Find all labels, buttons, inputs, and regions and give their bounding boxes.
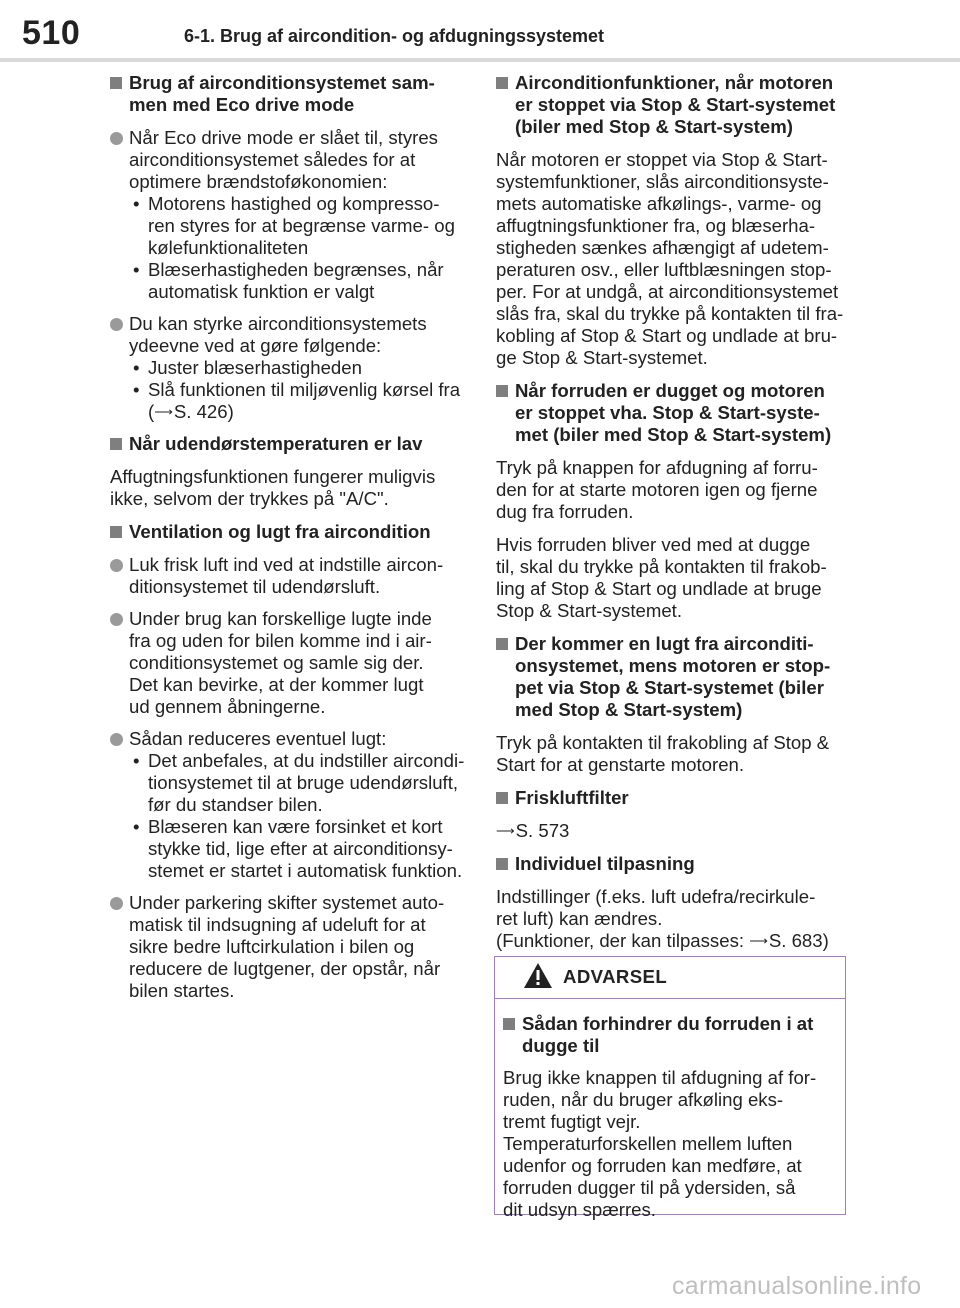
warning-body	[495, 999, 845, 1221]
text-line: ret luft) kan ændres.	[496, 908, 663, 929]
bullet-text	[129, 892, 468, 1002]
text-line: kølefunktionaliteten	[148, 237, 309, 258]
text-line: forruden dugger til på ydersiden, så	[503, 1177, 796, 1198]
paragraph-stop-start	[496, 149, 852, 369]
text-line: Der kommer en lugt fra airconditi-	[515, 633, 814, 654]
text-line: dit udsyn spærres.	[503, 1199, 656, 1220]
square-bullet-icon	[496, 385, 508, 397]
square-bullet-icon	[503, 1018, 515, 1030]
chapter-title: 6-1. Brug af aircondition- og afdugningssystemet	[184, 26, 605, 46]
text-line: Start for at genstarte motoren.	[496, 754, 745, 775]
text-line: Blæserhastigheden begrænses, når	[148, 259, 444, 280]
text-line: den for at starte motoren igen og fjerne	[496, 479, 818, 500]
bullet-dot-icon: •	[133, 357, 140, 378]
paragraph-fog-1	[496, 457, 852, 523]
paragraph-smell	[496, 732, 852, 776]
text-line: Sådan reduceres eventuel lugt:	[129, 728, 387, 749]
text-line: Når forruden er dugget og motoren	[515, 380, 825, 401]
square-bullet-icon	[496, 638, 508, 650]
text-line: Tryk på kontakten til frakobling af Stop &	[496, 732, 830, 753]
bullet-vent-3	[110, 728, 468, 882]
text-line: udenfor og forruden kan medføre, at	[503, 1155, 802, 1176]
round-bullet-icon	[110, 132, 123, 145]
text-line: Du kan styrke airconditionsystemets	[129, 313, 427, 334]
text-line: dugge til	[522, 1035, 600, 1056]
text-line: systemfunktioner, slås airconditionsyste-	[496, 171, 829, 192]
text-line: stigheden sænkes afhængigt af udetem-	[496, 237, 829, 258]
text-line: Slå funktionen til miljøvenlig kørsel fra	[148, 379, 461, 400]
left-column	[110, 72, 468, 1012]
text-line: Det anbefales, at du indstiller aircondi-	[148, 750, 465, 771]
page-reference[interactable]: S. 573	[515, 820, 570, 841]
text-line: Under brug kan forskellige lugte inde	[129, 608, 432, 629]
warning-heading	[503, 1013, 835, 1057]
text-line: stykke tid, lige efter at airconditionsy-	[148, 838, 453, 859]
bullet-text	[129, 728, 468, 750]
square-bullet-icon	[110, 438, 122, 450]
paragraph-temperature	[110, 466, 468, 510]
watermark: carmanualsonline.info	[672, 1272, 922, 1300]
text-line: Hvis forruden bliver ved med at dugge	[496, 534, 811, 555]
sub-list	[129, 357, 468, 401]
text-line: bilen startes.	[129, 980, 235, 1001]
text-line: sikre bedre luftcirkulation i bilen og	[129, 936, 415, 957]
sub-bullet-item	[129, 816, 468, 882]
bullet-vent-4	[110, 892, 468, 1002]
text-line: er stoppet vha. Stop & Start-syste-	[515, 402, 820, 423]
text-line: reducere de lugtgener, der opstår, når	[129, 958, 441, 979]
text-line: Motorens hastighed og kompresso-	[148, 193, 440, 214]
bullet-text	[129, 127, 468, 193]
text-line: før du standser bilen.	[148, 794, 323, 815]
text-line: Juster blæserhastigheden	[148, 357, 362, 378]
round-bullet-icon	[110, 613, 123, 626]
paragraph-text	[496, 886, 852, 930]
text-line: matisk til indsugning af udeluft for at	[129, 914, 426, 935]
sub-bullet-item	[129, 357, 468, 379]
text-line: Indstillinger (f.eks. luft udefra/recirkule-	[496, 886, 816, 907]
warning-header	[495, 957, 845, 999]
custom-reference-line	[496, 930, 852, 952]
section-heading-custom	[496, 853, 852, 875]
sub-list	[129, 750, 468, 882]
right-arrow-icon: ⟶	[154, 404, 173, 419]
text-line: airconditionsystemet således for at	[129, 149, 416, 170]
bullet-vent-2	[110, 608, 468, 718]
square-bullet-icon	[496, 858, 508, 870]
text-line: ydeevne ved at gøre følgende:	[129, 335, 382, 356]
text-line: pet via Stop & Start-systemet (biler	[515, 677, 824, 698]
warning-triangle-icon	[523, 962, 553, 994]
heading-text	[515, 380, 852, 446]
text-line: Sådan forhindrer du forruden i at	[522, 1013, 814, 1034]
text-line: ud gennem åbningerne.	[129, 696, 326, 717]
square-bullet-icon	[496, 77, 508, 89]
round-bullet-icon	[110, 559, 123, 572]
sub-bullet-item	[129, 193, 468, 259]
bullet-text	[129, 313, 468, 357]
warning-box	[494, 956, 846, 1220]
square-bullet-icon	[496, 792, 508, 804]
text-line: optimere brændstoføkonomien:	[129, 171, 388, 192]
heading-text: Friskluftfilter	[515, 787, 629, 808]
text-line: til, skal du trykke på kontakten til frakob-	[496, 556, 827, 577]
heading-text	[515, 72, 852, 138]
warning-text	[503, 1067, 835, 1221]
text-line: tremt fugtigt vejr.	[503, 1111, 641, 1132]
section-heading-ventilation	[110, 521, 468, 543]
bullet-dot-icon: •	[133, 816, 140, 837]
text-line: automatisk funktion er valgt	[148, 281, 375, 302]
bullet-text	[129, 554, 468, 598]
right-arrow-icon: ⟶	[496, 823, 515, 838]
text-line: kobling af Stop & Start og undlade at bru-	[496, 325, 838, 346]
text-line: ling af Stop & Start og undlade at bruge	[496, 578, 822, 599]
heading-text	[129, 72, 468, 116]
text-line: med Stop & Start-system)	[515, 699, 743, 720]
page-header	[0, 0, 960, 62]
heading-text	[522, 1013, 835, 1057]
header-divider	[0, 58, 960, 62]
text-line: Brug ikke knappen til afdugning af for-	[503, 1067, 817, 1088]
text-line: onsystemet, mens motoren er stop-	[515, 655, 831, 676]
text-line: Temperaturforskellen mellem luften	[503, 1133, 793, 1154]
paragraph-fog-2	[496, 534, 852, 622]
text-line: stemet er startet i automatisk funktion.	[148, 860, 463, 881]
page-reference[interactable]: S. 426)	[173, 401, 234, 422]
bullet-vent-1	[110, 554, 468, 598]
section-heading-stop-start	[496, 72, 852, 138]
round-bullet-icon	[110, 733, 123, 746]
text-line: Tryk på knappen for afdugning af forru-	[496, 457, 818, 478]
bullet-dot-icon: •	[133, 379, 140, 400]
bullet-dot-icon: •	[133, 259, 140, 280]
text-line: conditionsystemet og samle sig der.	[129, 652, 424, 673]
bullet-eco-1	[110, 127, 468, 303]
text-line: men med Eco drive mode	[129, 94, 355, 115]
reference-line: (⟶S. 426)	[148, 401, 234, 422]
text-line: Airconditionfunktioner, når motoren	[515, 72, 834, 93]
section-heading-smell	[496, 633, 852, 721]
right-column	[496, 72, 852, 963]
sub-list	[129, 193, 468, 303]
text-line: er stoppet via Stop & Start-systemet	[515, 94, 836, 115]
text-line: peraturen osv., eller luftblæsningen stop-	[496, 259, 832, 280]
text-line: ge Stop & Start-systemet.	[496, 347, 708, 368]
text-line: Stop & Start-systemet.	[496, 600, 683, 621]
round-bullet-icon	[110, 318, 123, 331]
bullet-dot-icon: •	[133, 750, 140, 771]
text-line: mets automatiske afkølings-, varme- og	[496, 193, 822, 214]
bullet-dot-icon: •	[133, 193, 140, 214]
warning-title: ADVARSEL	[563, 966, 668, 987]
bullet-eco-2	[110, 313, 468, 423]
bullet-text	[129, 608, 468, 718]
right-arrow-icon: ⟶	[749, 933, 768, 948]
text-line: (biler med Stop & Start-system)	[515, 116, 793, 137]
text-line: fra og uden for bilen komme ind i air-	[129, 630, 432, 651]
text-line: affugtningsfunktioner fra, og blæserha-	[496, 215, 816, 236]
text-line: met (biler med Stop & Start-system)	[515, 424, 832, 445]
sub-bullet-item	[129, 259, 468, 303]
heading-text: Individuel tilpasning	[515, 853, 695, 874]
paragraph-custom	[496, 886, 852, 952]
sub-bullet-item	[129, 750, 468, 816]
section-heading-fog	[496, 380, 852, 446]
sub-bullet-item	[129, 379, 468, 401]
text-line: ditionsystemet til udendørsluft.	[129, 576, 381, 597]
section-heading-temperature	[110, 433, 468, 455]
text-line: Under parkering skifter systemet auto-	[129, 892, 445, 913]
text-line: Det kan bevirke, at der kommer lugt	[129, 674, 424, 695]
filter-reference-line	[496, 820, 852, 842]
text-line: ruden, når du bruger afkøling eks-	[503, 1089, 784, 1110]
section-heading-eco	[110, 72, 468, 116]
text-line: Affugtningsfunktionen fungerer muligvis	[110, 466, 436, 487]
text-line: tionsystemet til at bruge udendørsluft,	[148, 772, 459, 793]
text-line: Brug af airconditionsystemet sam-	[129, 72, 435, 93]
heading-text	[515, 633, 852, 721]
section-heading-filter	[496, 787, 852, 809]
round-bullet-icon	[110, 897, 123, 910]
heading-text: Når udendørstemperaturen er lav	[129, 433, 423, 454]
page-reference[interactable]: S. 683)	[768, 930, 829, 951]
text-line: dug fra forruden.	[496, 501, 634, 522]
text-line: slås fra, skal du trykke på kontakten til fra-	[496, 303, 844, 324]
text-line: Blæseren kan være forsinket et kort	[148, 816, 443, 837]
text-line: ikke, selvom der trykkes på "A/C".	[110, 488, 389, 509]
reference-prefix: (Funktioner, der kan tilpasses:	[496, 930, 750, 951]
square-bullet-icon	[110, 526, 122, 538]
text-line: Luk frisk luft ind ved at indstille aircon-	[129, 554, 444, 575]
text-line: per. For at undgå, at airconditionsystemet	[496, 281, 839, 302]
text-line: Når Eco drive mode er slået til, styres	[129, 127, 438, 148]
square-bullet-icon	[110, 77, 122, 89]
heading-text: Ventilation og lugt fra aircondition	[129, 521, 431, 542]
text-line: ren styres for at begrænse varme- og	[148, 215, 455, 236]
page-number: 510	[22, 14, 81, 52]
text-line: Når motoren er stoppet via Stop & Start-	[496, 149, 828, 170]
